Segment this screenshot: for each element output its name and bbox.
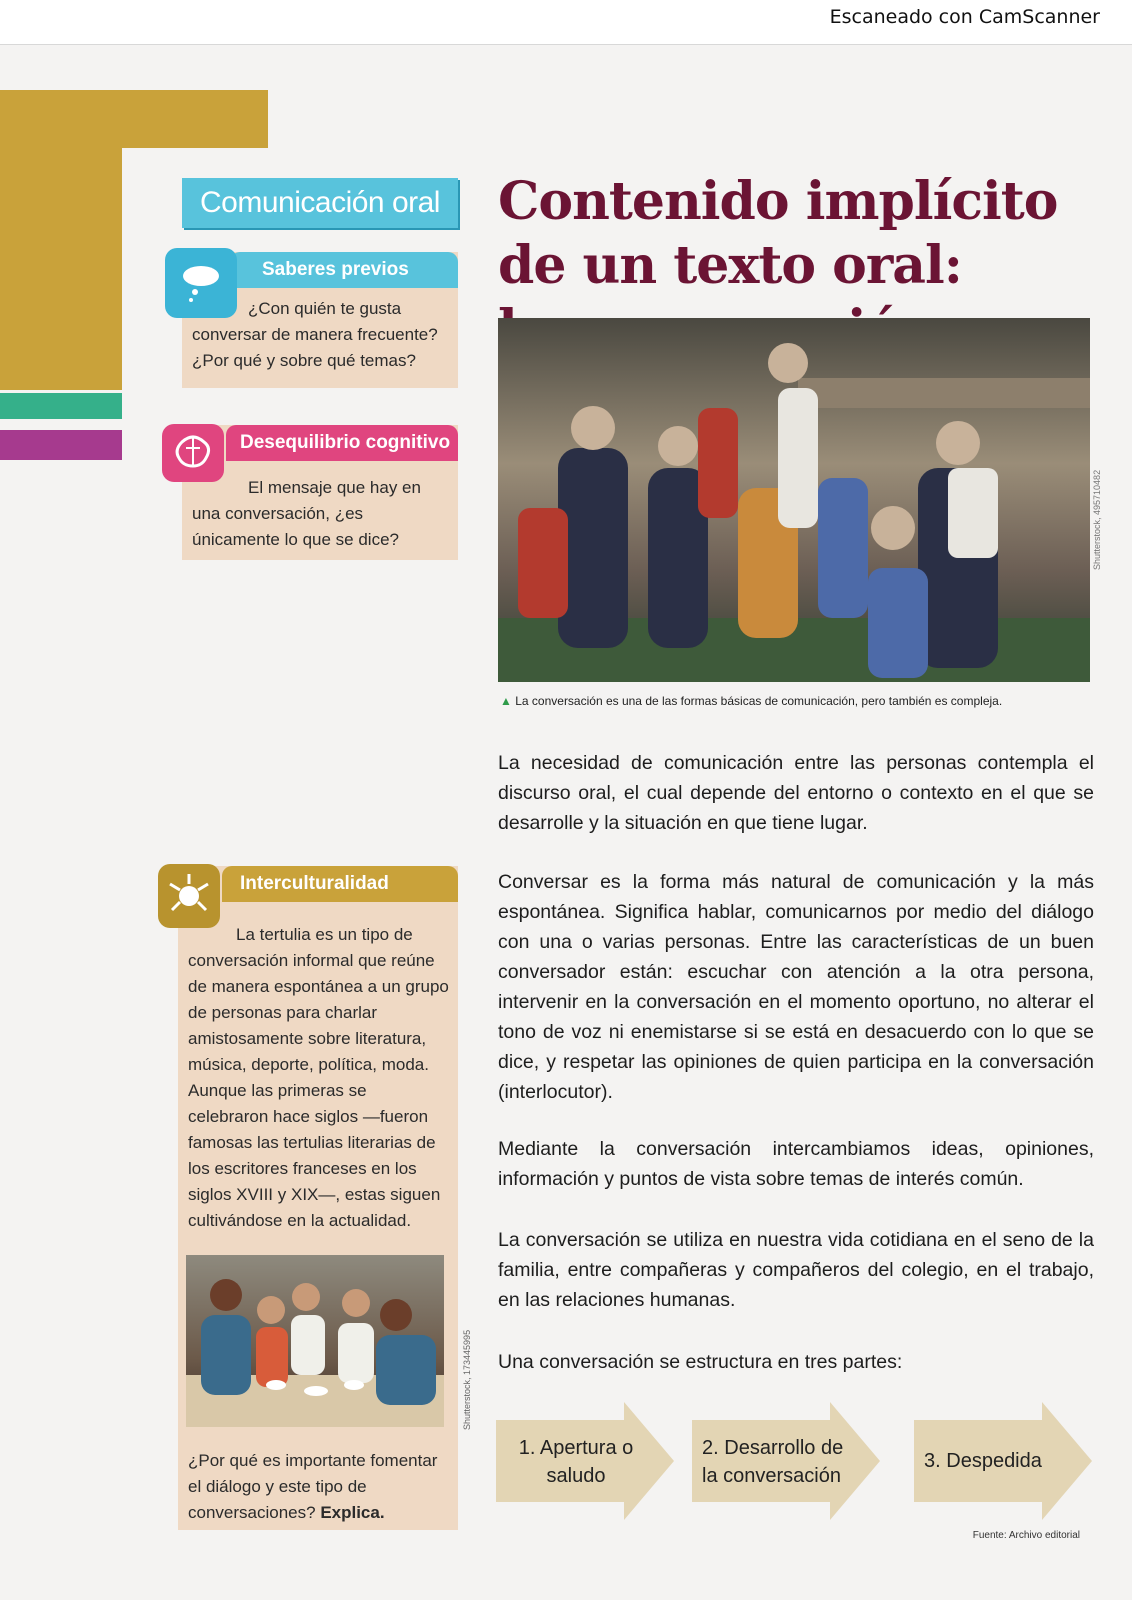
saberes-heading-text: Saberes previos xyxy=(262,259,409,280)
interculturalidad-heading xyxy=(222,866,458,902)
paragraph-1: La necesidad de comunicación entre las personas contempla el discurso oral, el cual depende del entorno o contexto en el que se desarrolle y la situación en que tiene lugar. xyxy=(498,752,1094,834)
section-tab: Comunicación oral xyxy=(182,178,458,228)
paragraph-3: Mediante la conversación intercambiamos ideas, opiniones, información y puntos de vista sobre temas de interés común. xyxy=(498,1138,1094,1190)
step-3-arrow xyxy=(914,1402,1092,1520)
interculturalidad-heading-text: Interculturalidad xyxy=(240,873,389,894)
paragraph-2: Conversar es la forma más natural de comunicación y la más espontánea. Significa hablar, comunicarnos por medio del diálogo con una o varias personas. Entre las características de un buen conversador están: escuchar con atención a la otra persona, intervenir en la conversación en el momento oportuno, no alterar el tono de voz ni enemistarse si se está en desacuerdo con lo que se dice, y respetar las opiniones de quien participa en la conversación (interlocutor). xyxy=(498,871,1094,1103)
step-1-number: 1. xyxy=(518,1437,536,1459)
saberes-heading xyxy=(230,252,458,288)
desequilibrio-heading xyxy=(226,425,458,461)
tertulia-photo xyxy=(186,1255,444,1427)
paragraph-4: La conversación se utiliza en nuestra vida cotidiana en el seno de la familia, entre compañeras y compañeros del colegio, en el trabajo, en las relaciones humanas. xyxy=(498,1229,1094,1311)
photo-credit: Shutterstock, 495710482 xyxy=(1092,469,1102,570)
desequilibrio-text: El mensaje que hay en una conversación, ¿es únicamente lo que se dice? xyxy=(192,478,421,549)
decor-gold-column xyxy=(0,90,122,390)
source-note: Fuente: Archivo editorial xyxy=(972,1530,1080,1541)
conversation-photo xyxy=(498,318,1090,682)
decor-teal-bar xyxy=(0,393,122,419)
photo-caption-text: La conversación es una de las formas básicas de comunicación, pero también es compleja. xyxy=(515,694,1003,708)
step-1-label xyxy=(506,1434,646,1490)
step-3-number: 3. xyxy=(924,1450,941,1472)
saberes-text: ¿Con quién te gusta conversar de manera frecuente? ¿Por qué y sobre qué temas? xyxy=(192,299,438,370)
question-text: ¿Por qué es importante fomentar el diálogo y este tipo de conversaciones? xyxy=(188,1451,438,1522)
thought-cloud-icon xyxy=(165,248,237,318)
title-line-1: Contenido implícito de un texto oral: xyxy=(498,171,1058,296)
people-network-icon xyxy=(158,864,220,928)
step-2-label xyxy=(702,1434,862,1490)
interculturalidad-card xyxy=(178,866,458,1530)
step-3-label xyxy=(924,1447,1074,1475)
step-2-number: 2. xyxy=(702,1437,719,1459)
desequilibrio-heading-text: Desequilibrio cognitivo xyxy=(240,432,451,453)
step-3-text: Despedida xyxy=(946,1450,1042,1472)
decor-magenta-bar xyxy=(0,430,122,460)
tertulia-photo-credit: Shutterstock, 173445995 xyxy=(462,1329,472,1430)
photo-caption xyxy=(500,694,1002,708)
paragraph-5: Una conversación se estructura en tres partes: xyxy=(498,1351,903,1373)
step-1-arrow xyxy=(496,1402,674,1520)
question-bold: Explica. xyxy=(320,1503,385,1522)
step-2-text: Desarrollo de la conversación xyxy=(702,1437,844,1487)
scanner-header xyxy=(0,0,1132,45)
brain-icon xyxy=(162,424,224,482)
step-1-text: Apertura o saludo xyxy=(539,1437,634,1487)
step-2-arrow xyxy=(692,1402,880,1520)
interculturalidad-question xyxy=(188,1448,450,1526)
triangle-bullet-icon: ▲ xyxy=(500,694,512,708)
scanner-label: Escaneado con CamScanner xyxy=(829,6,1100,28)
interculturalidad-text: La tertulia es un tipo de conversación informal que reúne de manera espontánea a un grupo de personas para charlar amistosamente sobre literatura, música, deporte, política, moda. Aunque las primeras se celebraron hace siglos —fueron famosas las tertulias literarias de los escritores franceses en los siglos XVIII y XIX—, estas siguen cultivándose en la actualidad. xyxy=(188,925,449,1230)
